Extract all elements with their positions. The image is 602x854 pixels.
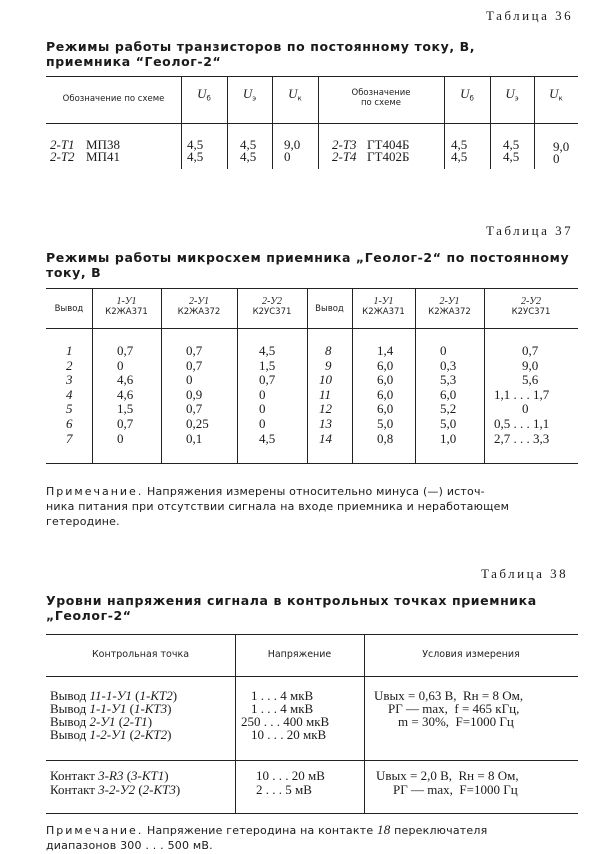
t36-header-ue: $U_э$ — [242, 86, 257, 103]
t37-cell-d: 6,0 — [377, 401, 394, 417]
t37-cell-f: 0,5 . . . 1,1 — [494, 416, 550, 431]
t37-cell-c: 1,5 — [259, 357, 276, 373]
t36-header-designation-2: Обозначение по схеме — [351, 88, 411, 108]
t37-cell-a: 1,5 — [117, 401, 134, 417]
table-37-note: Примечание. Напряжения измерены относительно минуса (—) источ- ника питания при отсутствии сигнала на входе приемника и неработающем гетеродине. — [46, 485, 510, 528]
t37-cell-p1: 6 — [66, 416, 73, 431]
t37-cell-a: 0 — [117, 357, 124, 373]
table-38-group-rule — [46, 760, 578, 761]
t37-cell-p2: 11 — [319, 386, 332, 402]
t37-cell-b: 0,7 — [186, 401, 203, 417]
t37-header-2u2-2: 2-У2 К2УС371 — [511, 296, 551, 317]
t37-cell-e: 6,0 — [440, 386, 457, 402]
t37-cell-p1: 1 — [66, 343, 73, 358]
t37-cell-d: 6,0 — [377, 386, 394, 402]
t37-cell-b: 0 — [186, 372, 193, 388]
t37-cell-b: 0,1 — [186, 430, 203, 446]
t37-cell-b: 0,7 — [186, 357, 203, 373]
t37-cell-f: 2,7 . . . 3,3 — [494, 430, 550, 446]
t37-cell-p2: 8 — [325, 343, 332, 358]
table-36-number: Таблица 36 — [486, 8, 574, 23]
t36-header-uk: $U_к$ — [288, 86, 302, 103]
t37-cell-p1: 2 — [66, 357, 73, 373]
table-37-bottom-rule — [46, 463, 578, 464]
t38-header-conditions: Условия измерения — [422, 649, 520, 660]
t37-header-pin: Вывод — [54, 304, 84, 314]
t37-header-2u1: 2-У1 К2ЖА372 — [177, 296, 221, 317]
t37-cell-a: 0 — [117, 430, 124, 446]
t36-header-uk-2: $U_к$ — [549, 86, 563, 103]
t37-cell-e: 0,3 — [440, 357, 457, 373]
t37-cell-p1: 4 — [66, 386, 73, 402]
t37-cell-c: 0 — [259, 386, 266, 402]
t37-cell-d: 6,0 — [377, 357, 394, 373]
t37-cell-p2: 13 — [319, 416, 332, 431]
t37-cell-c: 0,7 — [259, 372, 276, 388]
t37-cell-d: 6,0 — [377, 372, 394, 388]
t37-cell-b: 0,9 — [186, 386, 203, 402]
table-36-title-line2: приемника “Геолог-2“ — [46, 54, 222, 69]
t38-header-point: Контрольная точка — [91, 649, 190, 660]
table-37-number: Таблица 37 — [486, 223, 574, 238]
t37-cell-f: 0 — [522, 401, 529, 417]
t37-cell-c: 0 — [259, 401, 266, 417]
table-36-top-rule — [46, 76, 578, 77]
t37-cell-d: 0,8 — [377, 430, 394, 446]
t37-cell-d: 5,0 — [377, 416, 394, 431]
t37-cell-p2: 9 — [325, 357, 332, 373]
t37-cell-f: 0,7 — [522, 343, 539, 358]
t37-cell-c: 0 — [259, 416, 266, 431]
table-36-title-line1: Режимы работы транзисторов по постоянному току, В, — [46, 39, 476, 54]
t37-cell-p1: 5 — [66, 401, 73, 417]
t37-header-1u1-2: 1-У1 К2ЖА371 — [362, 296, 405, 317]
t37-cell-e: 0 — [440, 343, 447, 358]
table-38-header-rule — [46, 676, 578, 677]
t37-cell-e: 5,2 — [440, 401, 457, 417]
table-38-title-line1: Уровни напряжения сигнала в контрольных точках приемника — [46, 593, 537, 608]
t37-header-1u1: 1-У1 К2ЖА371 — [105, 296, 148, 317]
t37-cell-e: 5,0 — [440, 416, 457, 431]
t36-header-designation: Обозначение по схеме — [62, 94, 165, 104]
t37-cell-e: 5,3 — [440, 372, 457, 388]
t37-cell-p2: 14 — [319, 430, 332, 446]
t37-cell-b: 0,7 — [186, 343, 203, 358]
table-37-top-rule — [46, 288, 578, 289]
t37-cell-c: 4,5 — [259, 343, 276, 358]
t36-header-ub: $U_б$ — [197, 86, 211, 103]
t37-header-2u1-2: 2-У1 К2ЖА372 — [428, 296, 471, 317]
t37-cell-p2: 12 — [319, 401, 332, 417]
table-37-title-line1: Режимы работы микросхем приемника „Геолог-2“ по постоянному — [46, 250, 570, 265]
table-37-title-line2: току, В — [46, 265, 102, 280]
t37-cell-a: 4,6 — [117, 386, 134, 402]
table-38-title-line2: „Геолог-2“ — [46, 608, 132, 623]
t37-cell-c: 4,5 — [259, 430, 276, 446]
t36-header-ue-2: $U_э$ — [505, 86, 519, 103]
t37-header-2u2: 2-У2 К2УС371 — [252, 296, 292, 317]
t37-cell-d: 1,4 — [377, 343, 394, 358]
t37-cell-a: 0,7 — [117, 416, 134, 431]
table-36-header-rule — [46, 123, 578, 124]
t36-header-ub-2: $U_б$ — [460, 86, 474, 103]
table-38-number: Таблица 38 — [481, 566, 569, 581]
t37-cell-p2: 10 — [319, 372, 332, 388]
t37-cell-e: 1,0 — [440, 430, 457, 446]
table-37-header-rule — [46, 328, 578, 329]
t37-cell-p1: 7 — [66, 430, 73, 446]
t37-cell-b: 0,25 — [186, 416, 209, 431]
t37-cell-a: 0,7 — [117, 343, 134, 358]
table-38-bottom-rule — [46, 813, 578, 814]
t37-header-pin-2: Вывод — [315, 304, 344, 314]
t37-cell-a: 4,6 — [117, 372, 134, 388]
t37-cell-f: 1,1 . . . 1,7 — [494, 386, 550, 402]
t37-cell-p1: 3 — [66, 372, 73, 388]
table-38-top-rule — [46, 634, 578, 635]
t38-header-voltage: Напряжение — [267, 649, 332, 660]
table-38-note: Примечание. Напряжение гетеродина на контакте 18 переключателя диапазонов 300 . . . 500 мВ. — [46, 822, 488, 852]
t37-cell-f: 5,6 — [522, 372, 539, 388]
t37-cell-f: 9,0 — [522, 357, 539, 373]
